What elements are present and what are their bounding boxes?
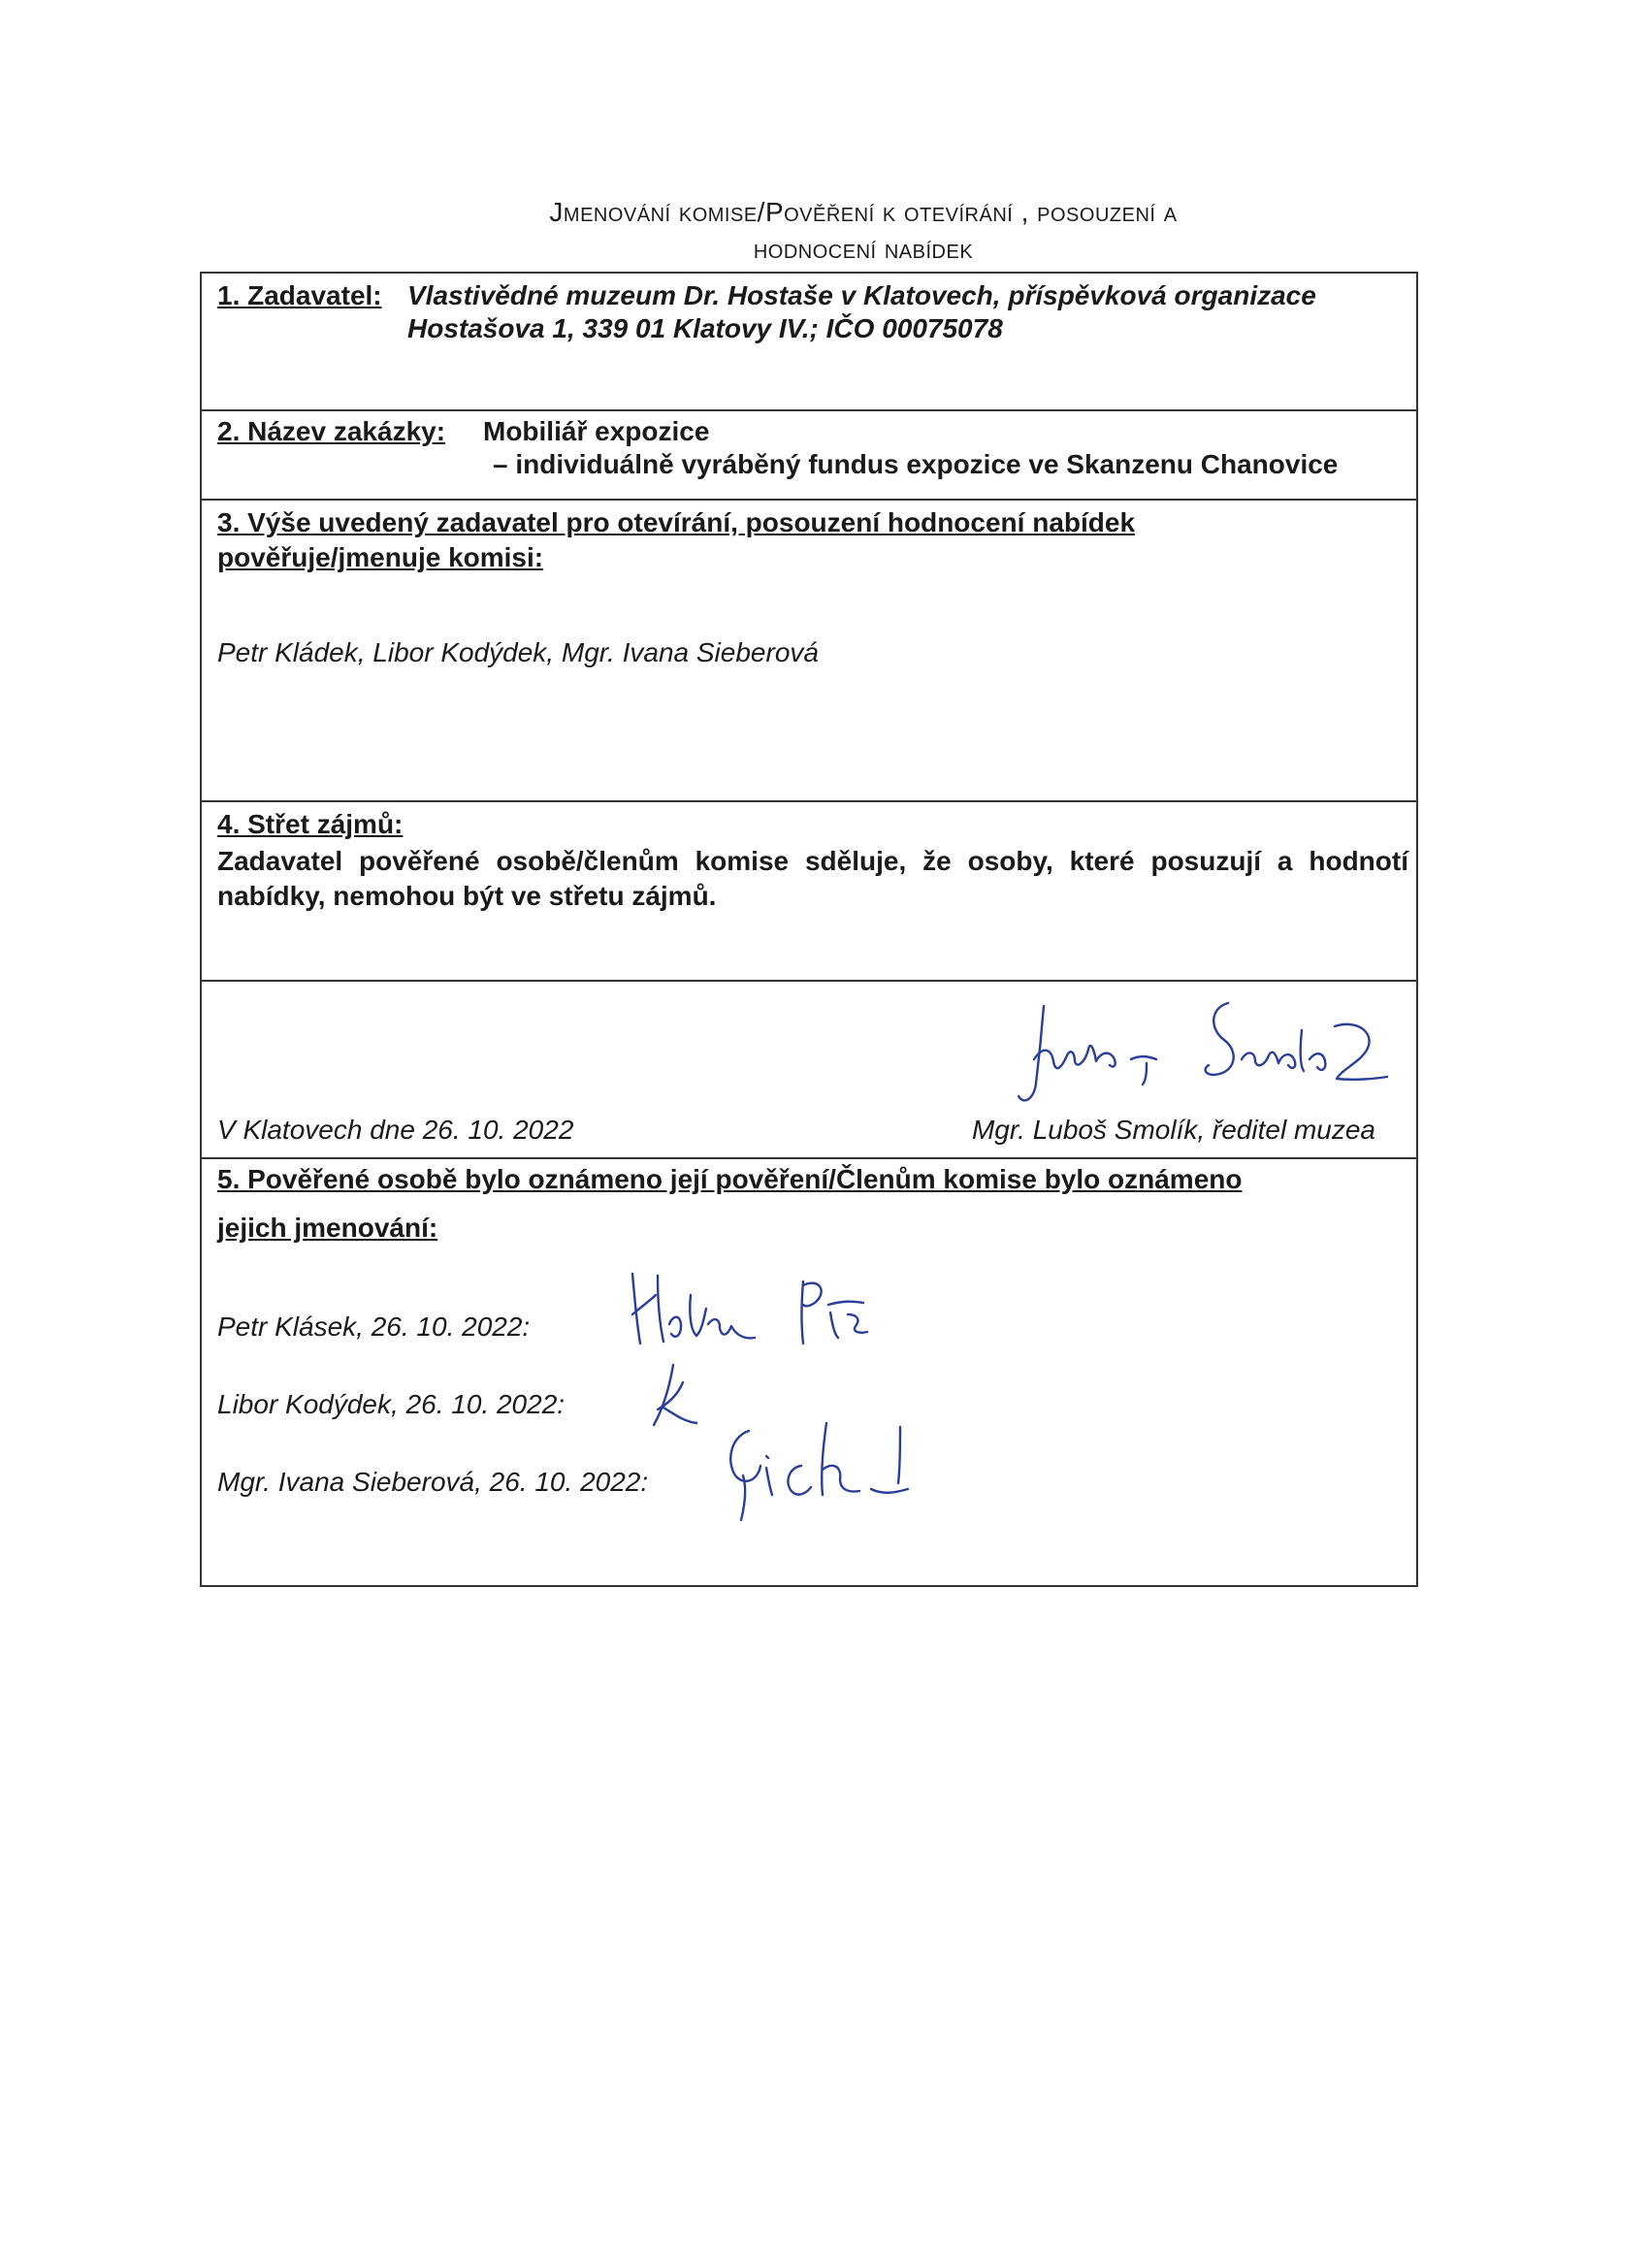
- member-signature-sieberova: [706, 1411, 929, 1538]
- member-entry-sieberova: Mgr. Ivana Sieberová, 26. 10. 2022:: [217, 1467, 649, 1497]
- contract-name-label: 2. Název zakázky:: [217, 416, 446, 446]
- contract-name-value: Mobiliář expozice: [483, 416, 710, 446]
- committee-members: Petr Kládek, Libor Kodýdek, Mgr. Ivana Sieberová: [217, 637, 819, 667]
- appointment-form-table: [200, 272, 1418, 1587]
- member-entry-kodydek: Libor Kodýdek, 26. 10. 2022:: [217, 1389, 566, 1419]
- section-contract-name: [202, 409, 1416, 499]
- contracting-authority-label: 1. Zadavatel:: [217, 280, 382, 310]
- director-name-title: Mgr. Luboš Smolík, ředitel muzea: [971, 1115, 1375, 1145]
- section-contracting-authority: [202, 274, 1416, 409]
- acknowledgement-heading-line1: 5. Pověřené osobě bylo oznámeno její pověření/Členům komise bylo oznámeno: [217, 1164, 1243, 1194]
- document-title-line1: Jmenování komise/Pověření k otevírání , posouzení a: [549, 197, 1178, 227]
- section-conflict-of-interest: [202, 800, 1416, 980]
- member-signature-kladek: [619, 1256, 900, 1363]
- place-and-date: V Klatovech dne 26. 10. 2022: [217, 1115, 574, 1145]
- document-title-line2: hodnocení nabídek: [753, 234, 974, 264]
- contracting-authority-address: Hostašova 1, 339 01 Klatovy IV.; IČO 00075078: [407, 313, 1003, 343]
- section-director-signature: [202, 980, 1416, 1157]
- document-title: [291, 194, 1436, 268]
- committee-heading-line1: 3. Výše uvedený zadavatel pro otevírání, posouzení hodnocení nabídek: [217, 507, 1136, 537]
- conflict-heading: 4. Střet zájmů:: [217, 809, 404, 839]
- member-entry-kladek: Petr Klásek, 26. 10. 2022:: [217, 1312, 531, 1342]
- conflict-statement: Zadavatel pověřené osobě/členům komise sděluje, že osoby, které posuzují a hodnotí nabídky, nemohou být ve střetu zájmů.: [217, 846, 1408, 911]
- section-acknowledgement: [202, 1157, 1416, 1585]
- section-committee: [202, 499, 1416, 800]
- acknowledgement-heading-line2: jejich jmenování:: [217, 1213, 438, 1243]
- committee-heading-line2: pověřuje/jmenuje komisi:: [217, 542, 544, 572]
- contracting-authority-name: Vlastivědné muzeum Dr. Hostaše v Klatovech, příspěvková organizace: [407, 280, 1316, 310]
- director-signature: [986, 991, 1393, 1118]
- contract-name-detail: – individuálně vyráběný fundus expozice ve Skanzenu Chanovice: [493, 449, 1339, 479]
